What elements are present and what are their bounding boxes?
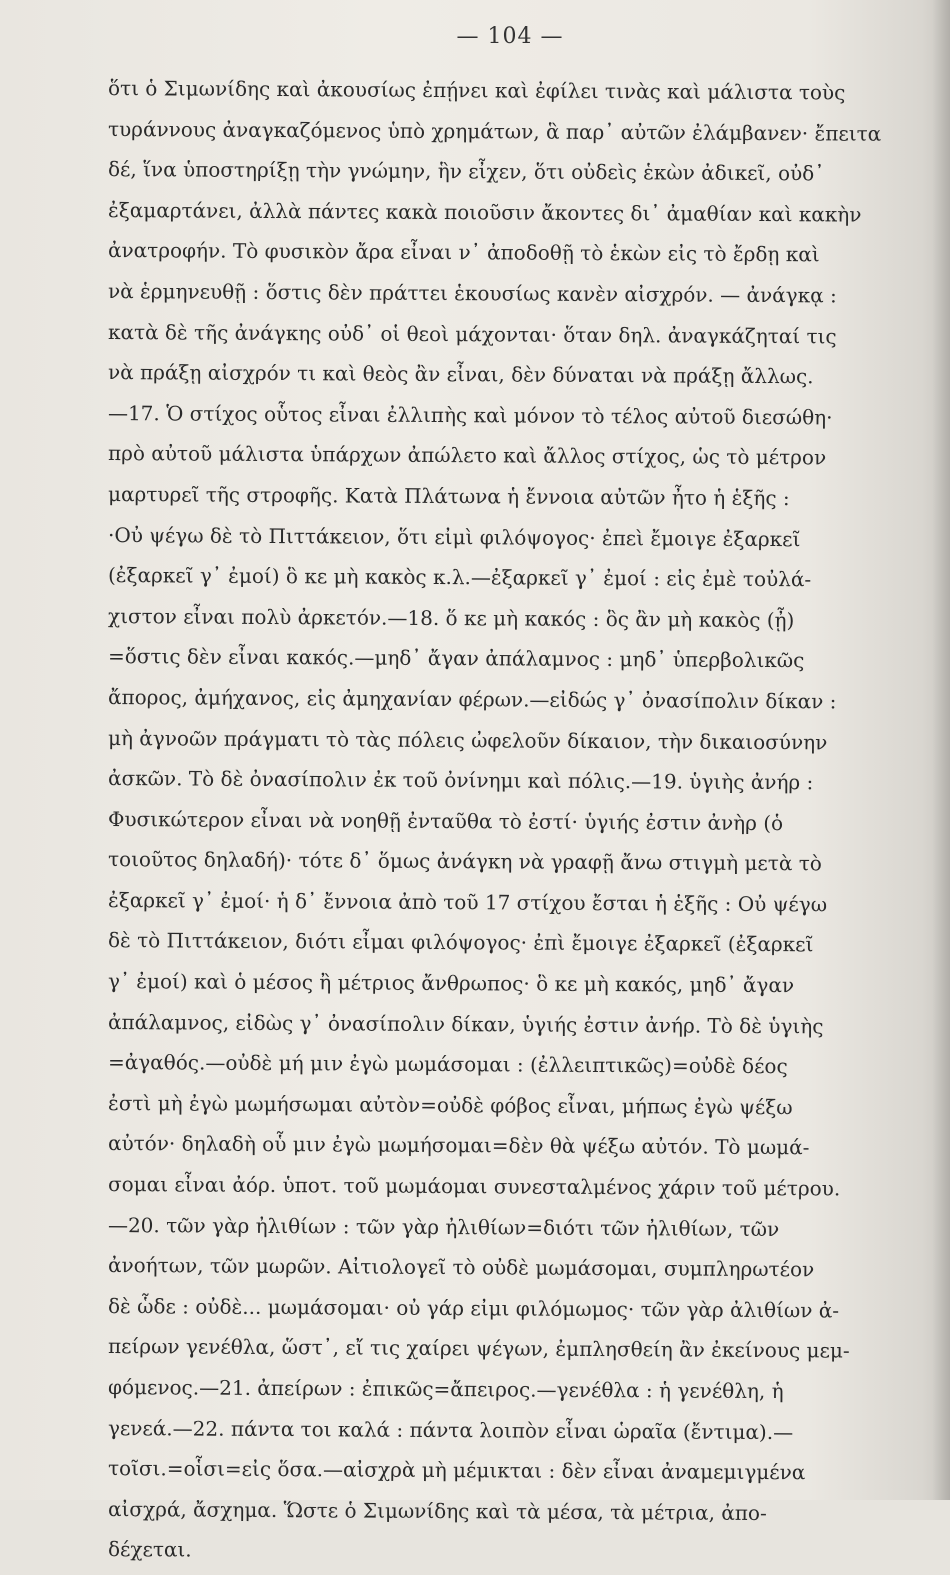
text-line: νὰ ἑρμηνευθῇ : ὅστις δὲν πράττει ἑκουσίως κανὲν αἰσχρόν. — ἀνάγκᾳ : <box>107 278 837 308</box>
commentary-text <box>108 68 928 1570</box>
text-line: γενεά.—22. πάντα τοι καλά : πάντα λοιπὸν εἶναι ὡραῖα (ἔντιμα).— <box>107 1415 794 1444</box>
text-line: μαρτυρεῖ τῆς στροφῆς. Κατὰ Πλάτωνα ἡ ἔννοια αὐτῶν ἦτο ἡ ἑξῆς : <box>107 481 790 511</box>
text-line: ἀπάλαμνος, εἰδὼς γ᾽ ὀνασίπολιν δίκαν, ὑγιής ἐστιν ἀνήρ. Τὸ δὲ ὑγιὴς <box>107 1009 824 1039</box>
text-line: δέχεται. <box>107 1537 192 1562</box>
text-line: πείρων γενέθλα, ὥστ᾽, εἴ τις χαίρει ψέγων, ἐμπλησθείη ἂν ἐκείνους μεμ- <box>107 1334 850 1363</box>
text-line: ·Οὐ ψέγω δὲ τὸ Πιττάκειον, ὅτι εἰμὶ φιλόψογος· ἐπεὶ ἔμοιγε ἐξαρκεῖ <box>107 522 801 551</box>
text-line: φόμενος.—21. ἀπείρων : ἐπικῶς=ἄπειρος.—γενέθλα : ἡ γενέθλη, ἡ <box>107 1375 784 1404</box>
text-line: ἄπορος, ἀμήχανος, εἰς ἀμηχανίαν φέρων.—εἰδώς γ᾽ ὀνασίπολιν δίκαν : <box>107 684 837 714</box>
text-line: —20. τῶν γὰρ ἠλιθίων : τῶν γὰρ ἠλιθίων=διότι τῶν ἠλιθίων, τῶν <box>107 1212 780 1241</box>
text-line: τοιοῦτος δηλαδή)· τότε δ᾽ ὅμως ἀνάγκη νὰ γραφῇ ἄνω στιγμὴ μετὰ τὸ <box>107 847 822 876</box>
text-line: τοῖσι.=οἷσι=εἰς ὅσα.—αἰσχρὰ μὴ μέμικται : δὲν εἶναι ἀναμεμιγμένα <box>107 1456 806 1485</box>
text-line: —17. Ὁ στίχος οὗτος εἶναι ἐλλιπὴς καὶ μόνον τὸ τέλος αὐτοῦ διεσώθη· <box>107 400 833 430</box>
text-line: ἐξαμαρτάνει, ἀλλὰ πάντες κακὰ ποιοῦσιν ἄκοντες δι᾽ ἀμαθίαν καὶ κακὴν <box>107 197 862 227</box>
page-number: — 104 — <box>456 24 564 49</box>
text-line: σομαι εἶναι ἀόρ. ὑποτ. τοῦ μωμάομαι συνεσταλμένος χάριν τοῦ μέτρου. <box>107 1172 841 1201</box>
text-line: ἐξαρκεῖ γ᾽ ἐμοί· ἡ δ᾽ ἔννοια ἀπὸ τοῦ 17 στίχου ἔσται ἡ ἑξῆς : Οὐ ψέγω <box>107 887 828 917</box>
text-line: =ὅστις δὲν εἶναι κακός.—μηδ᾽ ἄγαν ἀπάλαμνος : μηδ᾽ ὑπερβολικῶς <box>107 644 805 673</box>
text-line: κατὰ δὲ τῆς ἀνάγκης οὐδ᾽ οἱ θεοὶ μάχονται· ὅταν δηλ. ἀναγκάζηταί τις <box>107 319 837 349</box>
text-line: ἐστὶ μὴ ἐγὼ μωμήσωμαι αὐτὸν=οὐδὲ φόβος εἶναι, μήπως ἐγὼ ψέξω <box>107 1090 793 1120</box>
page-edge-shadow <box>932 0 950 1500</box>
text-line: Φυσικώτερον εἶναι νὰ νοηθῇ ἐνταῦθα τὸ ἐστί· ὑγιής ἐστιν ἀνὴρ (ὁ <box>107 806 784 835</box>
text-line: μὴ ἀγνοῶν πράγματι τὸ τὰς πόλεις ὠφελοῦν δίκαιον, τὴν δικαιοσύνην <box>107 725 828 754</box>
text-line: δὲ ὧδε : οὐδὲ... μωμάσομαι· οὐ γάρ εἰμι φιλόμωμος· τῶν γὰρ ἀλιθίων ἀ- <box>107 1293 840 1323</box>
text-line: τυράννους ἀναγκαζόμενος ὑπὸ χρημάτων, ἃ παρ᾽ αὐτῶν ἐλάμβανεν· ἔπειτα <box>107 116 882 146</box>
text-line: χιστον εἶναι πολὺ ἀρκετόν.—18. ὅ κε μὴ κακός : ὃς ἂν μὴ κακὸς (ᾖ) <box>107 603 795 632</box>
text-line: δὲ τὸ Πιττάκειον, διότι εἶμαι φιλόψογος· ἐπὶ ἔμοιγε ἐξαρκεῖ (ἐξαρκεῖ <box>107 928 814 957</box>
text-line: αὐτόν· δηλαδὴ οὗ μιν ἐγὼ μωμήσομαι=δὲν θὰ ψέξω αὐτόν. Τὸ μωμά- <box>107 1131 810 1160</box>
text-line: ὅτι ὁ Σιμωνίδης καὶ ἀκουσίως ἐπῄνει καὶ ἐφίλει τινὰς καὶ μάλιστα τοὺς <box>107 76 846 105</box>
text-line: γ᾽ ἐμοί) καὶ ὁ μέσος ἢ μέτριος ἄνθρωπος· ὃ κε μὴ κακός, μηδ᾽ ἄγαν <box>107 969 795 998</box>
text-line: =ἀγαθός.—οὐδὲ μή μιν ἐγὼ μωμάσομαι : (ἐλλειπτικῶς)=οὐδὲ δέος <box>107 1050 788 1079</box>
text-line: νὰ πράξῃ αἰσχρόν τι καὶ θεὸς ἂν εἶναι, δὲν δύναται νὰ πράξῃ ἄλλως. <box>107 360 814 389</box>
text-line: ἀνοήτων, τῶν μωρῶν. Αἰτιολογεῖ τὸ οὐδὲ μωμάσομαι, συμπληρωτέον <box>107 1253 815 1282</box>
text-line: ἀσκῶν. Τὸ δὲ ὀνασίπολιν ἐκ τοῦ ὀνίνημι καὶ πόλις.—19. ὑγιὴς ἀνήρ : <box>107 766 814 795</box>
text-line: ἀνατροφήν. Τὸ φυσικὸν ἄρα εἶναι ν᾽ ἀποδοθῇ τὸ ἑκὼν εἰς τὸ ἔρδῃ καὶ <box>107 238 820 267</box>
text-line: δέ, ἵνα ὑποστηρίξῃ τὴν γνώμην, ἣν εἶχεν, ὅτι οὐδεὶς ἑκὼν ἀδικεῖ, οὐδ᾽ <box>107 157 825 186</box>
text-line: πρὸ αὐτοῦ μάλιστα ὑπάρχων ἀπώλετο καὶ ἄλλος στίχος, ὡς τὸ μέτρον <box>107 441 827 470</box>
text-line: αἰσχρά, ἄσχημα. Ὥστε ὁ Σιμωνίδης καὶ τὰ μέσα, τὰ μέτρια, ἀπο- <box>107 1496 767 1525</box>
text-line: (ἐξαρκεῖ γ᾽ ἐμοί) ὃ κε μὴ κακὸς κ.λ.—ἐξαρκεῖ γ᾽ ἐμοί : εἰς ἐμὲ τοὐλά- <box>107 563 812 592</box>
